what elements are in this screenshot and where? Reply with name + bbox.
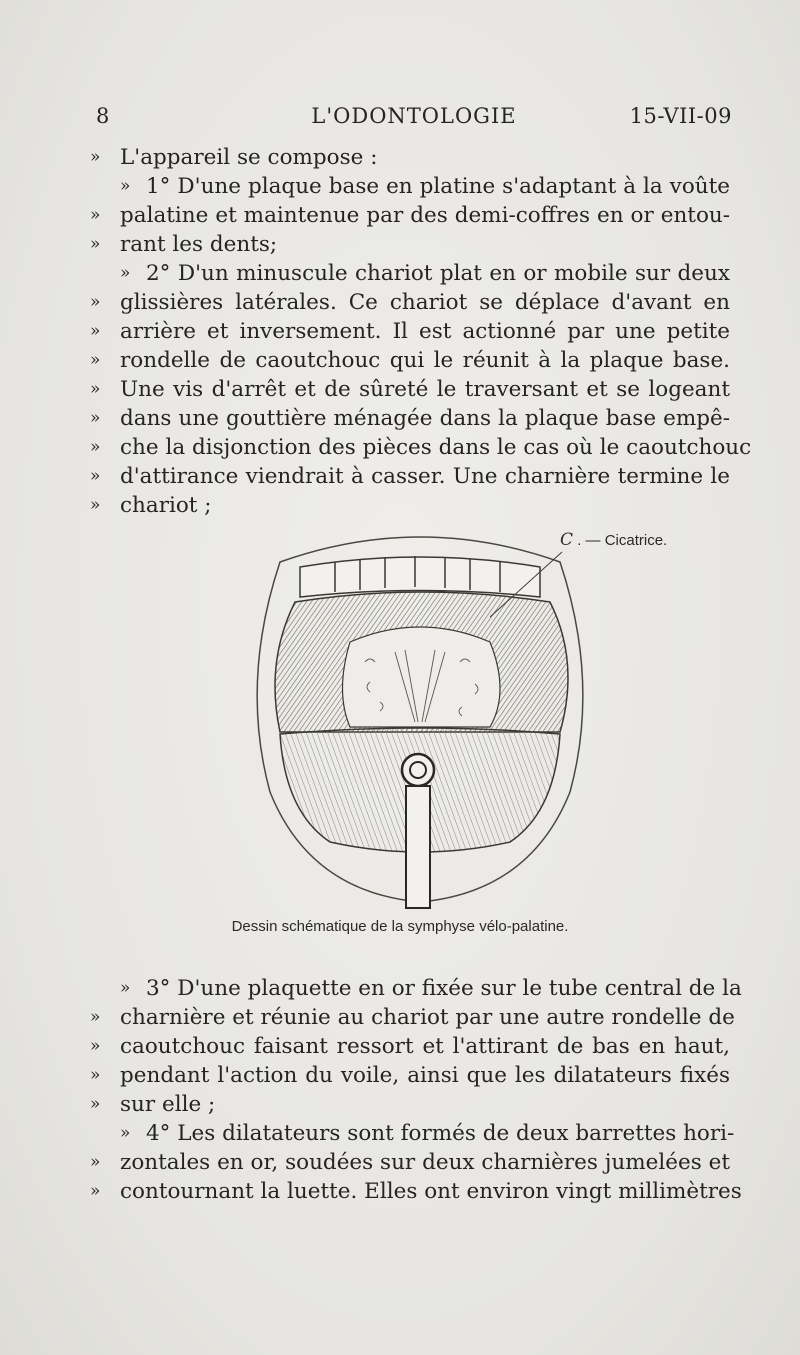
device-ring — [402, 754, 434, 786]
text-line — [90, 346, 730, 375]
line-text: 2° D'un minuscule chariot plat en or mobile sur deux — [146, 261, 730, 286]
line-text: chariot ; — [120, 493, 212, 518]
text-block-bottom — [90, 974, 742, 1206]
line-text: dans une gouttière ménagée dans la plaque base empê- — [120, 406, 730, 431]
line-text: glissières latérales. Ce chariot se déplace d'avant en — [120, 290, 730, 315]
device-rod — [406, 786, 430, 908]
quote-mark: » — [120, 978, 131, 998]
text-line — [90, 230, 730, 259]
quote-mark: » — [90, 147, 101, 167]
line-text: 3° D'une plaquette en or fixée sur le tube central de la — [146, 976, 742, 1001]
line-text: che la disjonction des pièces dans le cas où le caoutchouc — [120, 435, 752, 460]
line-text: rondelle de caoutchouc qui le réunit à la plaque base. — [120, 348, 730, 373]
label-text: . — Cicatrice. — [577, 532, 668, 549]
quote-mark: » — [90, 1152, 101, 1172]
text-line — [90, 1119, 735, 1148]
quote-mark: » — [90, 437, 101, 457]
quote-mark: » — [120, 176, 131, 196]
text-line — [90, 288, 730, 317]
running-header — [96, 104, 732, 134]
line-text: contournant la luette. Elles ont environ vingt millimètres — [120, 1179, 742, 1204]
scar-area — [343, 627, 501, 727]
text-line — [90, 1032, 730, 1061]
line-text: 4° Les dilatateurs sont formés de deux barrettes hori- — [146, 1121, 735, 1146]
page-number: 8 — [96, 104, 110, 128]
text-line — [90, 433, 752, 462]
text-line — [90, 259, 730, 288]
issue-date: 15-VII-09 — [629, 104, 732, 128]
quote-mark: » — [90, 234, 101, 254]
text-line — [90, 1090, 730, 1119]
text-line — [90, 974, 742, 1003]
journal-title: L'ODONTOLOGIE — [311, 104, 517, 128]
text-line — [90, 404, 730, 433]
quote-mark: » — [90, 1007, 101, 1027]
upper-teeth — [300, 556, 540, 597]
quote-mark: » — [90, 408, 101, 428]
line-text: rant les dents; — [120, 232, 278, 257]
text-line — [90, 1148, 730, 1177]
quote-mark: » — [90, 1181, 101, 1201]
line-text: L'appareil se compose : — [120, 145, 378, 170]
line-text: 1° D'une plaque base en platine s'adaptant à la voûte — [146, 174, 730, 199]
figure-caption: Dessin schématique de la symphyse vélo-palatine. — [231, 918, 569, 935]
line-text: Une vis d'arrêt et de sûreté le traversant et se logeant — [120, 377, 730, 402]
quote-mark: » — [90, 1094, 101, 1114]
figure-label — [560, 530, 667, 550]
line-text: charnière et réunie au chariot par une autre rondelle de — [120, 1005, 735, 1030]
text-line — [90, 1061, 730, 1090]
text-line — [90, 172, 730, 201]
line-text: caoutchouc faisant ressort et l'attirant de bas en haut, — [120, 1034, 730, 1059]
anatomical-figure — [240, 522, 600, 922]
text-line — [90, 462, 730, 491]
text-line — [90, 491, 730, 520]
quote-mark: » — [90, 1036, 101, 1056]
text-line — [90, 143, 730, 172]
line-text: pendant l'action du voile, ainsi que les dilatateurs fixés — [120, 1063, 730, 1088]
line-text: d'attirance viendrait à casser. Une charnière termine le — [120, 464, 730, 489]
line-text: zontales en or, soudées sur deux charnières jumelées et — [120, 1150, 730, 1175]
quote-mark: » — [90, 292, 101, 312]
line-text: sur elle ; — [120, 1092, 216, 1117]
text-line — [90, 317, 730, 346]
text-line — [90, 1177, 742, 1206]
line-text: arrière et inversement. Il est actionné par une petite — [120, 319, 730, 344]
text-line — [90, 375, 730, 404]
text-line — [90, 201, 730, 230]
quote-mark: » — [90, 205, 101, 225]
line-text: palatine et maintenue par des demi-coffres en or entou- — [120, 203, 730, 228]
text-block-top — [90, 143, 752, 520]
quote-mark: » — [90, 321, 101, 341]
quote-mark: » — [90, 466, 101, 486]
quote-mark: » — [120, 263, 131, 283]
label-letter: C — [560, 530, 574, 550]
quote-mark: » — [90, 1065, 101, 1085]
quote-mark: » — [90, 350, 101, 370]
text-line — [90, 1003, 735, 1032]
quote-mark: » — [90, 495, 101, 515]
quote-mark: » — [90, 379, 101, 399]
quote-mark: » — [120, 1123, 131, 1143]
